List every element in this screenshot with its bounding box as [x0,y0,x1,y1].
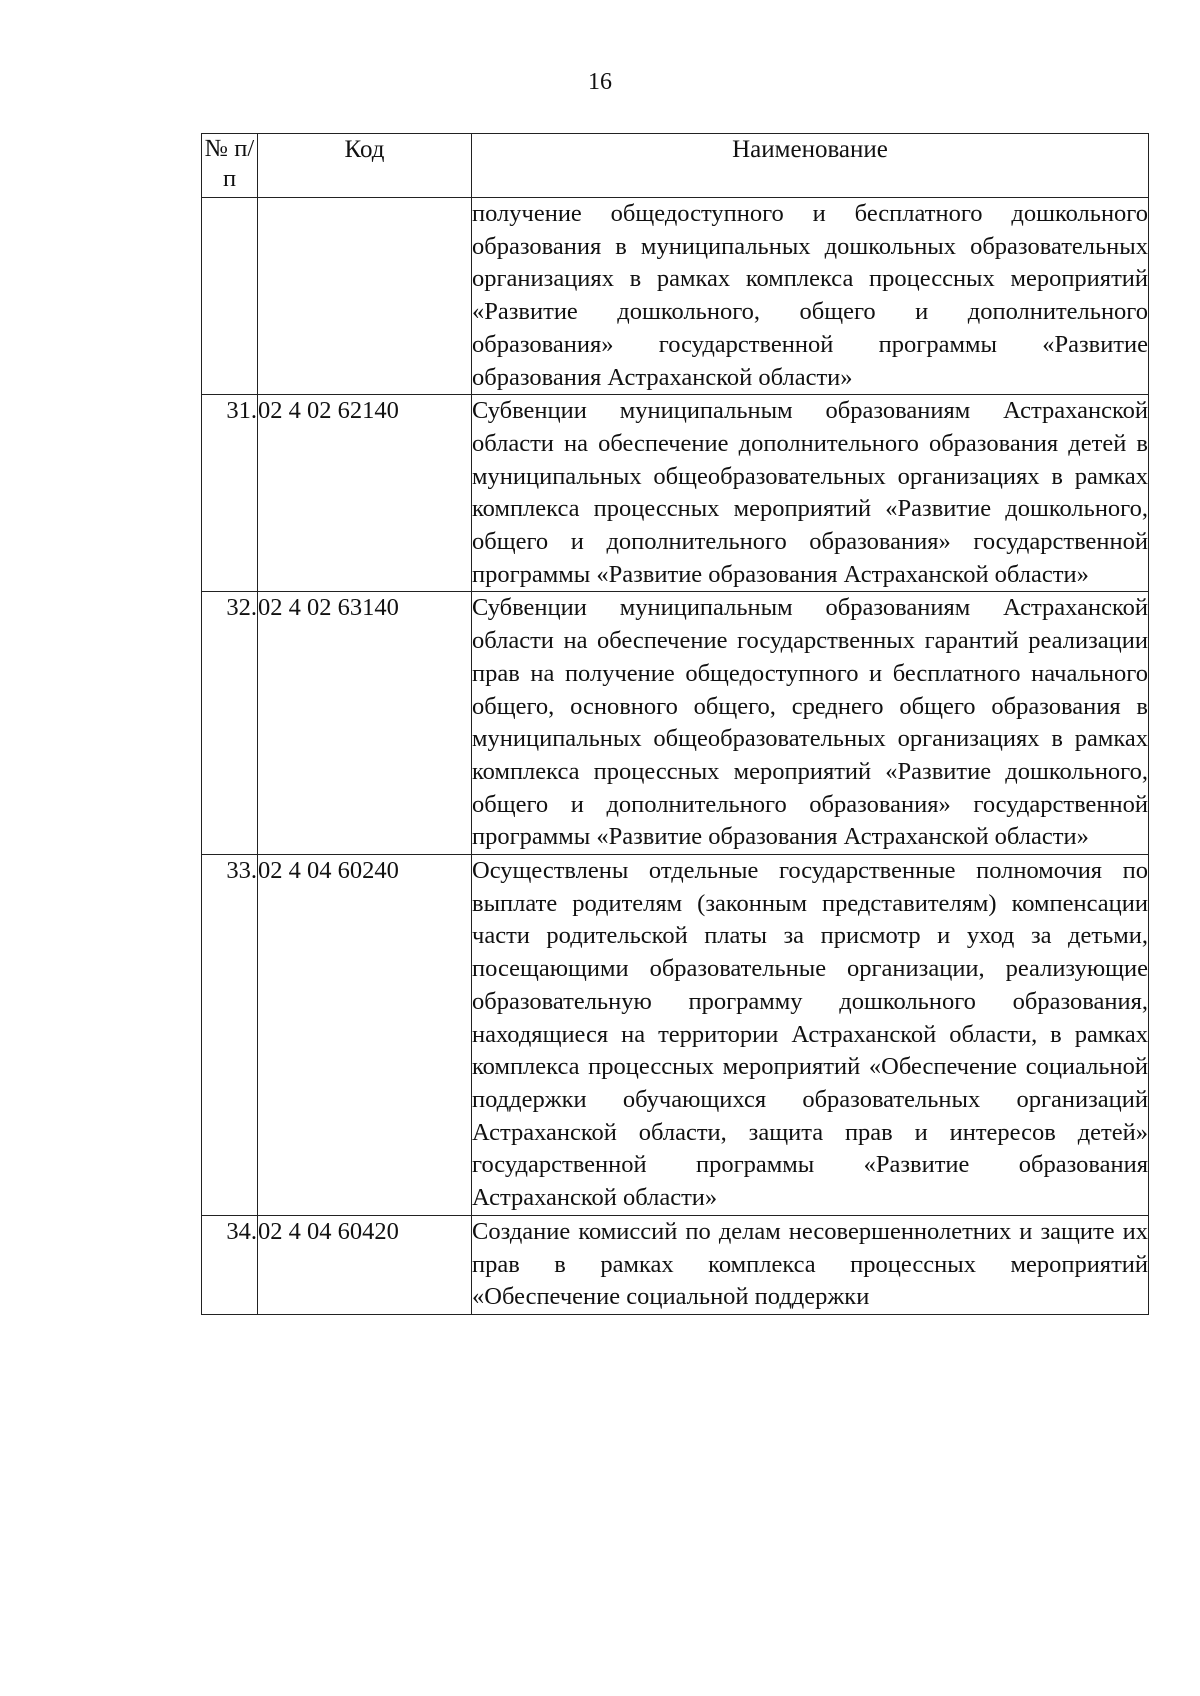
header-number: № п/п [202,134,258,198]
row-code: 02 4 02 62140 [258,395,472,592]
header-name: Наименование [472,134,1149,198]
row-code [258,198,472,395]
row-name: Создание комиссий по делам несовершеннолетних и защите их прав в рамках комплекса процессных мероприятий «Обеспечение социальной поддержки [472,1215,1149,1314]
row-number: 32. [202,592,258,855]
row-name: Субвенции муниципальным образованиям Астраханской области на обеспечение дополнительного образования детей в муниципальных общеобразовательных организациях в рамках комплекса процессных мероприятий «Развитие дошкольного, общего и дополнительного образования» государственной программы «Развитие образования Астраханской области» [472,395,1149,592]
table-row [202,395,1149,592]
table-row [202,592,1149,855]
page-number: 16 [588,69,612,95]
header-code: Код [258,134,472,198]
table-header-row [202,134,1149,198]
row-name: Осуществлены отдельные государственные полномочия по выплате родителям (законным представителям) компенсации части родительской платы за присмотр и уход за детьми, посещающими образовательные организации, реализующие образовательную программу дошкольного образования, находящиеся на территории Астраханской области, в рамках комплекса процессных мероприятий «Обеспечение социальной поддержки обучающихся образовательных организаций Астраханской области, защита прав и интересов детей» государственной программы «Развитие образования Астраханской области» [472,855,1149,1216]
row-number: 33. [202,855,258,1216]
row-name: Субвенции муниципальным образованиям Астраханской области на обеспечение государственных гарантий реализации прав на получение общедоступного и бесплатного начального общего, основного общего, среднего общего образования в муниципальных общеобразовательных организациях в рамках комплекса процессных мероприятий «Развитие дошкольного, общего и дополнительного образования» государственной программы «Развитие образования Астраханской области» [472,592,1149,855]
row-number [202,198,258,395]
row-name: получение общедоступного и бесплатного дошкольного образования в муниципальных дошкольных образовательных организациях в рамках комплекса процессных мероприятий «Развитие дошкольного, общего и дополнительного образования» государственной программы «Развитие образования Астраханской области» [472,198,1149,395]
budget-code-table [201,133,1149,1315]
row-code: 02 4 02 63140 [258,592,472,855]
row-number: 31. [202,395,258,592]
row-code: 02 4 04 60240 [258,855,472,1216]
table-row [202,855,1149,1216]
table-row [202,198,1149,395]
row-code: 02 4 04 60420 [258,1215,472,1314]
table-row [202,1215,1149,1314]
row-number: 34. [202,1215,258,1314]
